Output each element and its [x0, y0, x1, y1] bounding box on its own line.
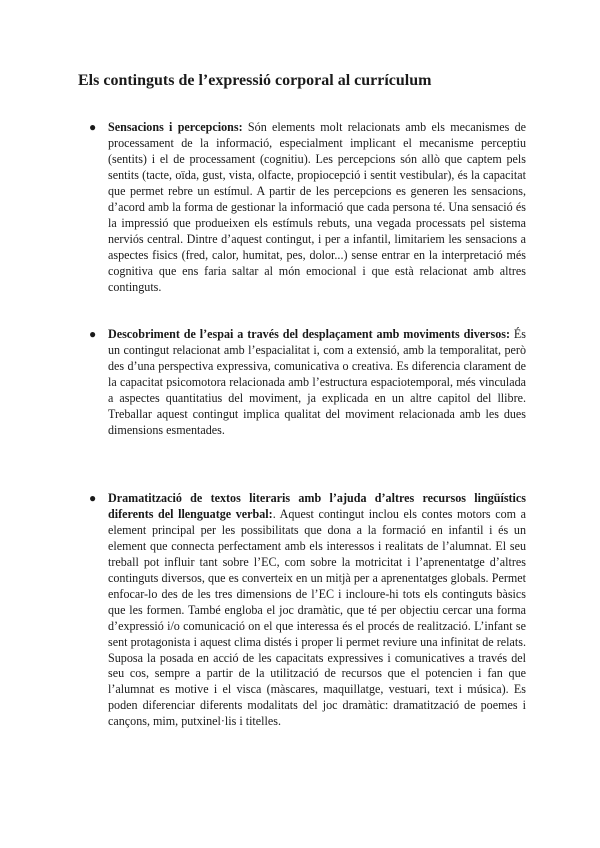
list-item: [89, 491, 526, 730]
bullet-icon: ●: [89, 491, 97, 505]
list-item: [89, 120, 526, 295]
bullet-icon: ●: [89, 120, 97, 134]
page-title: Els continguts de l’expressió corporal al currículum: [78, 72, 432, 89]
list-item: [89, 327, 526, 439]
item-body: És un contingut relacionat amb l’espacialitat i, com a extensió, amb la temporalitat, però des d’una perspectiva expressiva, comunicativa o creativa. Es diferencia clarament de la capacitat psicomotora relacionada amb l’estructura espaciotemporal, més vinculada a aspectes quantitatius del moviment, ja explicada en un altre capitol del llibre. Treballar aquest contingut implica qualitat del moviment relacionada amb les dues dimensions esmentades.: [108, 327, 526, 437]
item-body: Són elements molt relacionats amb els mecanismes de processament de la informació, especialment implicant el mecanisme perceptiu (sentits) i el de processament (cognitiu). Les percepcions són allò que captem pels sentits (tacte, oïda, gust, vista, olfacte, propiocepció i sentit vestibular), és la capacitat que permet rebre un estímul. A partir de les percepcions es generen les sensacions, d’acord amb la forma de gestionar la informació que cada persona té. Una sensació és la impressió que produeixen els estímuls rebuts, una vegada processats pel sistema nerviós central. Dintre d’aquest contingut, i per a infantil, limitariem les sensacions a aspectes fisics (fred, calor, humitat, pes, dolor...) sense entrar en la interpretació més cognitiva que ens faria saltar al món emocional i que està relacionat amb altres continguts.: [108, 120, 526, 294]
item-heading: Dramatització de textos literaris amb l’ajuda d’altres recursos lingüístics diferents del llenguatge verbal:: [108, 491, 526, 521]
item-heading: Descobriment de l’espai a través del desplaçament amb moviments diversos:: [108, 327, 510, 341]
bullet-icon: ●: [89, 327, 97, 341]
item-body: . Aquest contingut inclou els contes motors com a element principal per les possibilitats que dona a la formació en infantil i és un element que connecta perfectament amb els interessos i realitats de l’alumnat. El seu treball pot influir tant sobre l’EC, com sobre la motricitat i l’aprenentatge d’altres continguts diversos, que es converteix en un mitjà per a aprenentatges globals. Permet enfocar-lo des de les tres dimensions de l’EC i incloure-hi tots els continguts bàsics que les formen. També engloba el joc dramàtic, que té per objectiu cercar una forma d’expressió i/o comunicació on el que interessa és el procés de realització. L’infant se sent protagonista i aquest clima distés i proper li permet reviure una infinitat de relats. Suposa la posada en acció de les capacitats expressives i comunicatives a través del seu cos, sempre a partir de la utilització de recursos que el potencien i fan que l’alumnat es motive i el visca (màscares, maquillatge, vestuari, text i música). Es poden diferenciar diferents modalitats del joc dramàtic: dramatització de poemes i cançons, mim, putxinel·lis i titelles.: [108, 506, 526, 729]
item-heading: Sensacions i percepcions:: [108, 120, 243, 134]
